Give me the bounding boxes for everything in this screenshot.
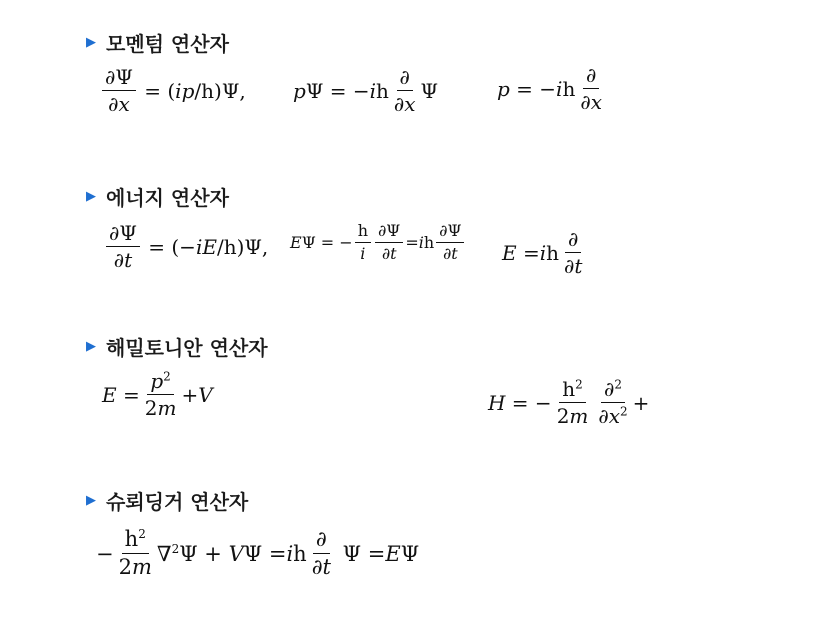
hamiltonian-equation-2: H = − $\frac{h^2}{2m}$ $\frac{\partial^2}{\partial x^2}$ +: [488, 377, 650, 428]
energy-equation-3: E = i h $\frac{\partial}{\partial t}$: [502, 227, 583, 278]
triangle-bullet-icon: ▶: [86, 189, 96, 204]
hamiltonian-equation-1: E = $\frac{p^2}{2m}$ + V: [102, 369, 213, 420]
schrodinger-equation: − $\frac{h^2}{2m}$ ∇$^2$Ψ + V Ψ = i h $\frac{\partial}{\partial t}$ Ψ = E Ψ: [96, 527, 420, 580]
momentum-equation-2: p Ψ = − i h $\frac{\partial}{\partial x}$ Ψ: [293, 65, 439, 116]
energy-equation-1: $\frac{\partial\Psi}{\partial t}$ = (− iE / h )Ψ,: [104, 222, 268, 271]
section-heading-energy: [86, 182, 229, 211]
section-heading-schrodinger: [86, 486, 248, 515]
section-title: 에너지 연산자: [106, 186, 229, 210]
section-title: 슈뢰딩거 연산자: [106, 490, 249, 514]
section-heading-hamiltonian: [86, 332, 268, 361]
triangle-bullet-icon: ▶: [86, 339, 96, 354]
section-title: 모멘텀 연산자: [106, 32, 229, 56]
section-title: 해밀토니안 연산자: [106, 336, 268, 360]
energy-equation-2: E Ψ = − $\frac{h}{i}$ $\frac{\partial\Psi}{\partial t}$ = i h $\frac{\partial\Psi}{\partial t}$: [290, 222, 466, 262]
momentum-equation-1: $\frac{\partial\Psi}{\partial x}$ = ( ip / h )Ψ,: [100, 66, 246, 115]
momentum-equation-3: p = − i h $\frac{\partial}{\partial x}$: [497, 63, 602, 114]
triangle-bullet-icon: ▶: [86, 35, 96, 50]
section-heading-momentum: [86, 28, 229, 57]
triangle-bullet-icon: ▶: [86, 493, 96, 508]
